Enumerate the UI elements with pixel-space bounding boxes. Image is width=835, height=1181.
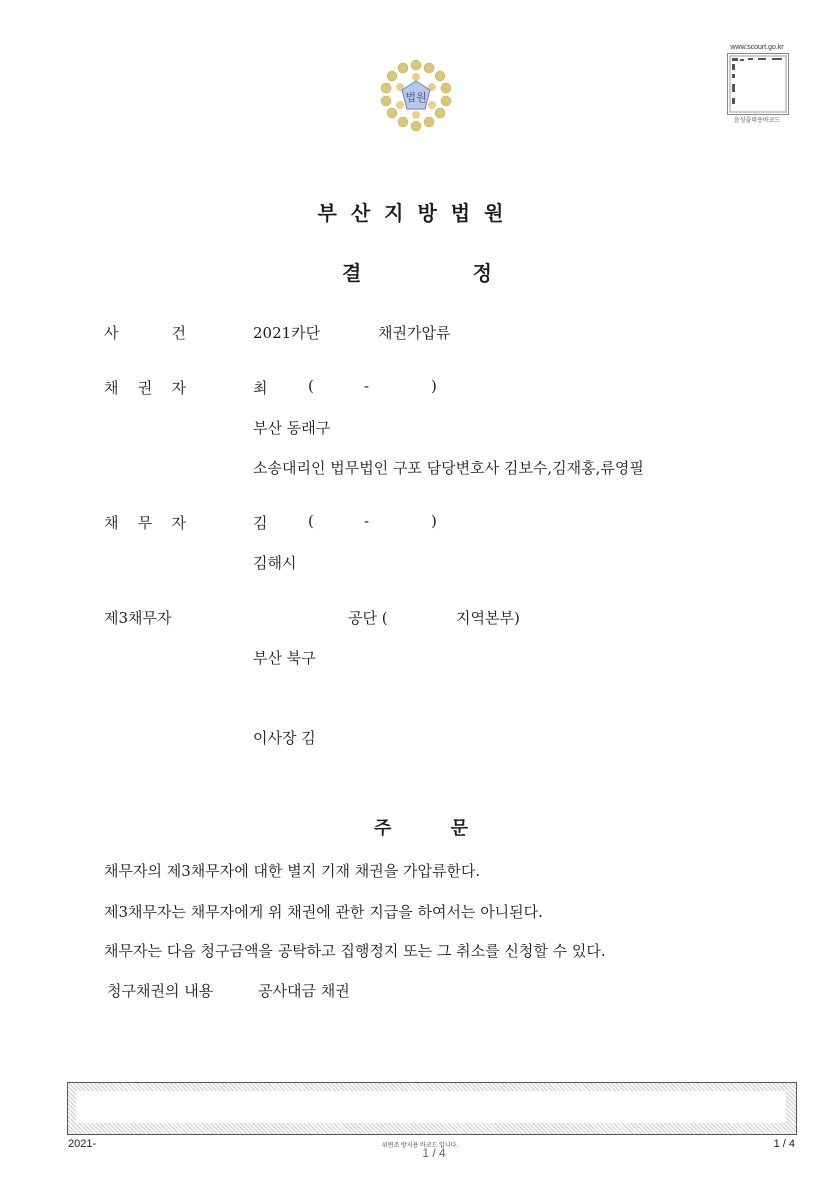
creditor-id-close: ) xyxy=(431,377,437,395)
creditor-agent: 소송대리인 법무법인 구포 담당변호사 김보수,김재홍,류영필 xyxy=(253,459,644,477)
footer-barcode-note: 위변조 방지용 바코드 입니다. xyxy=(381,1143,459,1149)
footer-page-center: 1 / 4 xyxy=(422,1146,446,1160)
debtor-id-dash: - xyxy=(364,512,370,530)
third-debtor-branch: 지역본부) xyxy=(456,609,520,627)
third-debtor-label: 제3채무자 xyxy=(104,609,172,627)
case-type: 채권가압류 xyxy=(378,324,451,342)
order-title-char: 문 xyxy=(450,818,468,839)
claim-content-label: 청구채권의 내용 xyxy=(107,982,214,1000)
debtor-name: 김 xyxy=(253,514,268,532)
creditor-id-dash: - xyxy=(364,377,370,395)
debtor-id-close: ) xyxy=(431,512,437,530)
barcode-icon xyxy=(727,53,789,115)
case-number: 2021카단 xyxy=(253,324,321,342)
footer-case-number: 2021- xyxy=(68,1138,97,1150)
third-debtor-address: 부산 북구 xyxy=(253,649,316,667)
footer-page-right: 1 / 4 xyxy=(773,1138,795,1150)
debtor-id-open: ( xyxy=(308,512,314,530)
debtor-address: 김해시 xyxy=(253,554,297,572)
barcode-label: 음성출력용바코드 xyxy=(733,118,781,124)
order-line: 제3채무자는 채무자에게 위 채권에 관한 지급을 하여서는 아니된다. xyxy=(104,903,543,921)
claim-content-value: 공사대금 채권 xyxy=(258,982,350,1000)
case-label: 사 건 xyxy=(104,324,186,342)
debtor-label: 채 무 자 xyxy=(104,514,186,532)
creditor-name: 최 xyxy=(253,379,268,397)
emblem-text: 법원 xyxy=(405,91,427,104)
document-title-char: 정 xyxy=(472,261,492,285)
third-debtor-name: 공단 ( xyxy=(348,609,388,627)
barcode-url: www.scourt.go.kr xyxy=(730,44,784,51)
document-title-char: 결 xyxy=(342,261,362,285)
third-debtor-representative: 이사장 김 xyxy=(253,729,316,747)
creditor-id-open: ( xyxy=(308,377,314,395)
court-name: 부산지방법원 xyxy=(317,201,518,225)
order-title-char: 주 xyxy=(374,818,392,839)
creditor-address: 부산 동래구 xyxy=(253,419,331,437)
anti-forgery-barcode-inner xyxy=(76,1091,786,1123)
creditor-label: 채 권 자 xyxy=(104,379,186,397)
document-title xyxy=(342,257,492,286)
order-line: 채무자는 다음 청구금액을 공탁하고 집행정지 또는 그 취소를 신청할 수 있다. xyxy=(104,942,606,960)
order-title xyxy=(374,814,468,840)
order-line: 채무자의 제3채무자에 대한 별지 기재 채권을 가압류한다. xyxy=(104,862,481,880)
